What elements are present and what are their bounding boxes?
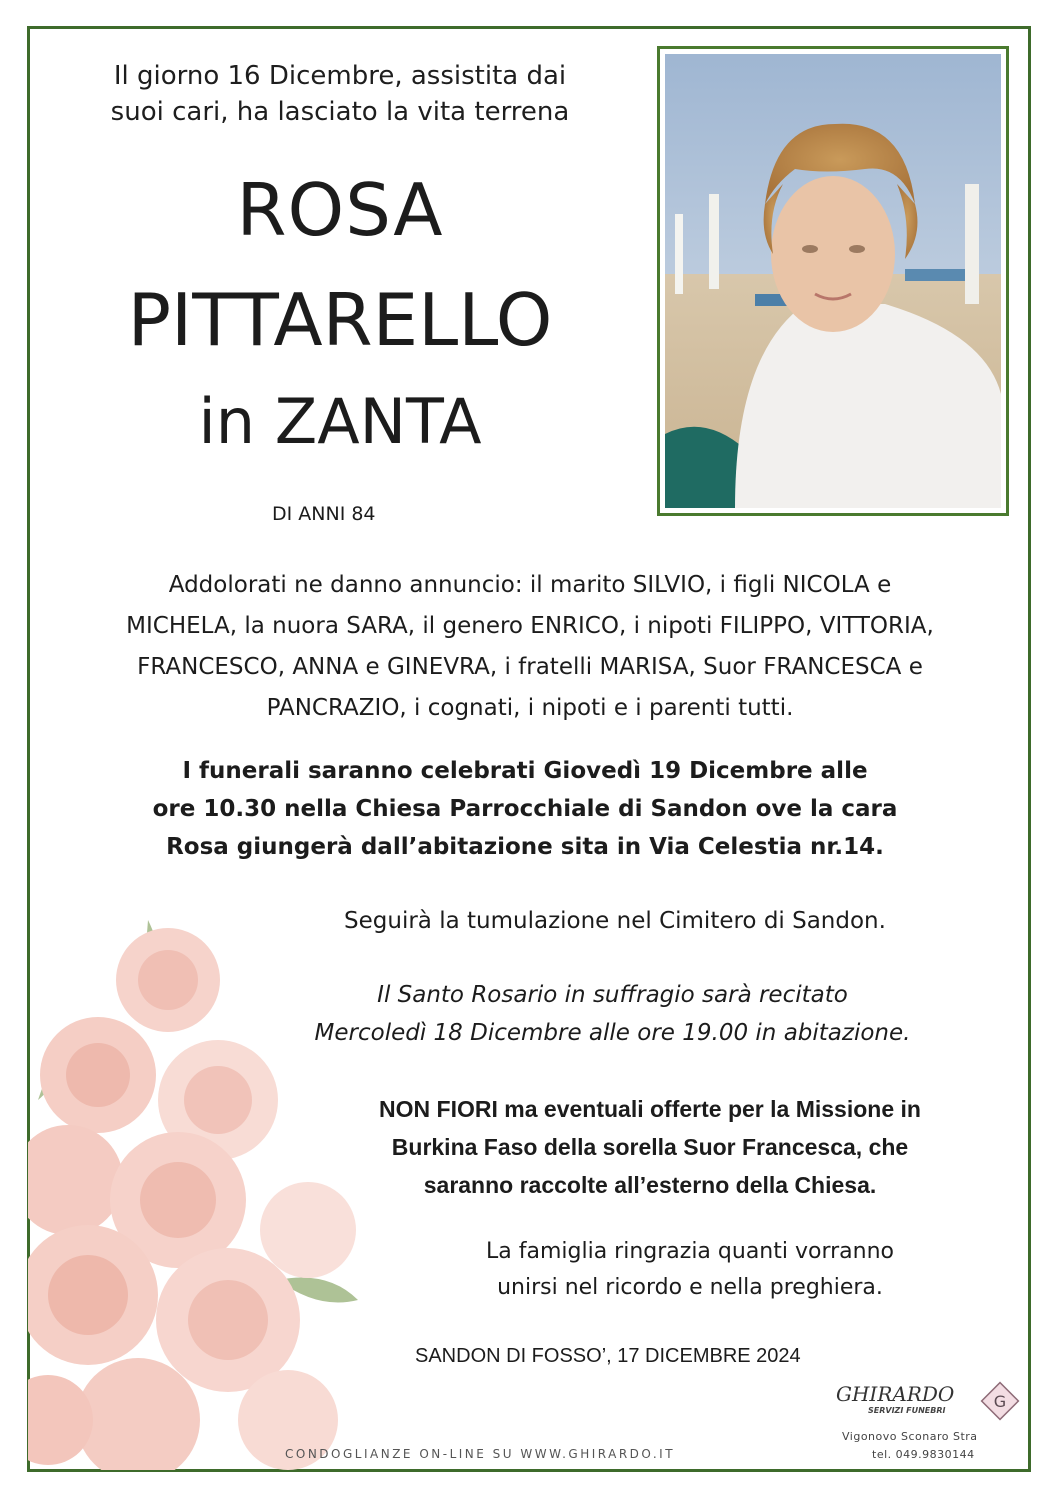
announcement-line: MICHELA, la nuora SARA, il genero ENRICO, i nipoti FILIPPO, VITTORIA, (126, 613, 934, 639)
funeral-home-name: GHIRARDO (836, 1382, 955, 1406)
condolences-footer: CONDOGLIANZE ON-LINE SU WWW.GHIRARDO.IT (285, 1447, 676, 1461)
deceased-last-name: PITTARELLO (127, 278, 553, 362)
funeral-home-phone: tel. 049.9830144 (872, 1448, 975, 1461)
intro-line: Il giorno 16 Dicembre, assistita dai (113, 61, 567, 91)
announcement-line: FRANCESCO, ANNA e GINEVRA, i fratelli MARISA, Suor FRANCESCA e (137, 654, 923, 680)
place-date: SANDON DI FOSSO’, 17 DICEMBRE 2024 (415, 1345, 801, 1367)
badge-letter: G (993, 1392, 1007, 1411)
funeral-home-logo-icon (977, 1378, 1023, 1424)
announcement-text (55, 565, 1005, 729)
funeral-home-address: Vigonovo Sconaro Stra (842, 1430, 978, 1443)
portrait-photo (665, 54, 1001, 508)
deceased-first-name: ROSA (236, 168, 444, 252)
intro-line: suoi cari, ha lasciato la vita terrena (110, 97, 570, 127)
announcement-line: PANCRAZIO, i cognati, i nipoti e i parenti tutti. (266, 695, 794, 721)
thanks-line: unirsi nel ricordo e nella preghiera. (497, 1275, 883, 1300)
announcement-line: Addolorati ne danno annuncio: il marito SILVIO, i figli NICOLA e (168, 572, 892, 598)
no-flowers-line: saranno raccolte all’esterno della Chiesa. (423, 1172, 877, 1198)
thanks-line: La famiglia ringrazia quanti vorranno (486, 1239, 894, 1264)
no-flowers-notice (330, 1090, 970, 1204)
burial-info: Seguirà la tumulazione nel Cimitero di Sandon. (344, 908, 886, 934)
intro-text (60, 58, 620, 130)
funeral-home-subtitle: SERVIZI FUNEBRI (868, 1406, 946, 1415)
funeral-line: Rosa giungerà dall’abitazione sita in Via Celestia nr.14. (166, 834, 884, 860)
no-flowers-line: Burkina Faso della sorella Suor Francesca, che (391, 1134, 909, 1160)
funeral-details (75, 752, 975, 866)
portrait-frame (657, 46, 1009, 516)
rosary-line: Mercoledì 18 Dicembre alle ore 19.00 in abitazione. (314, 1020, 911, 1046)
age-label: DI ANNI 84 (272, 503, 376, 525)
family-thanks (420, 1234, 960, 1306)
funeral-line: I funerali saranno celebrati Giovedì 19 Dicembre alle (182, 758, 868, 784)
no-flowers-line: NON FIORI ma eventuali offerte per la Missione in (379, 1096, 921, 1122)
funeral-line: ore 10.30 nella Chiesa Parrocchiale di Sandon ove la cara (152, 796, 898, 822)
deceased-married-name: in ZANTA (198, 385, 482, 458)
rosary-info (240, 976, 985, 1052)
rosary-line: Il Santo Rosario in suffragio sarà recitato (377, 982, 848, 1008)
